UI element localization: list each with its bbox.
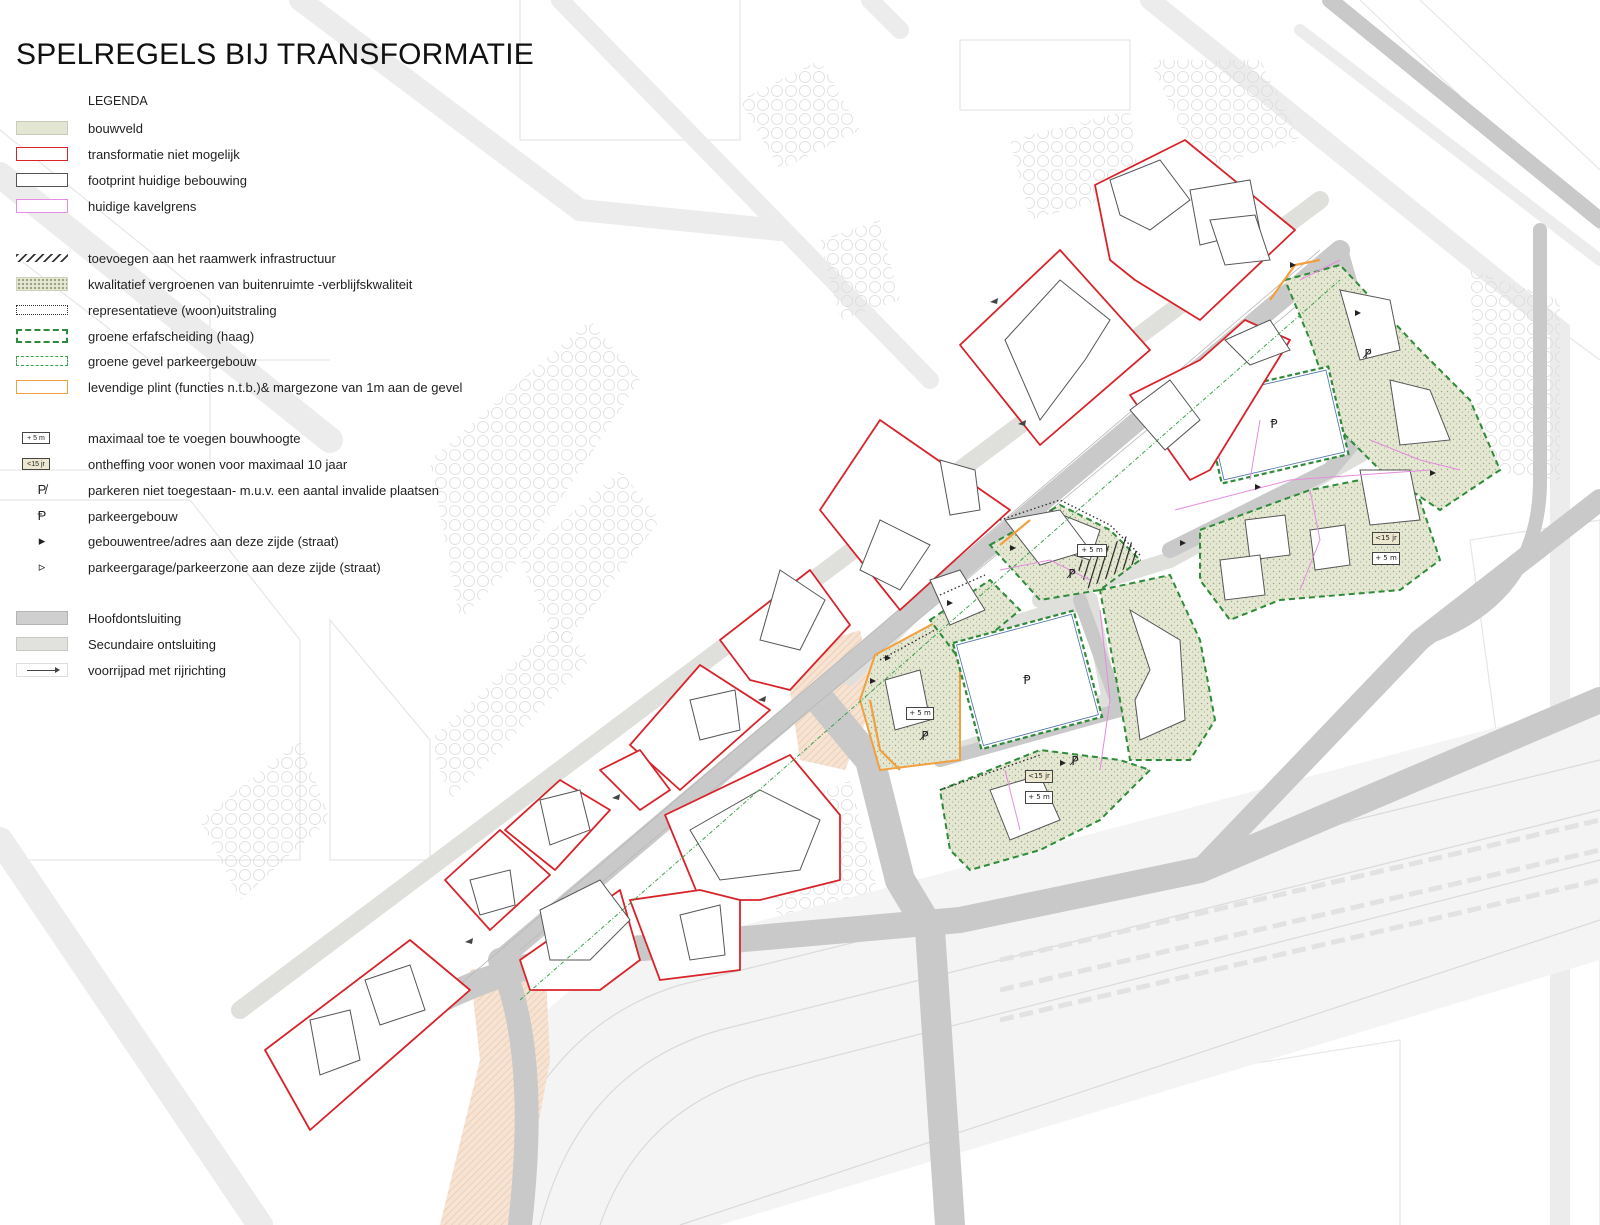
legend-symbol <box>16 305 68 315</box>
legend-label: Hoofdontsluiting <box>88 611 182 626</box>
legend-symbol <box>16 173 68 187</box>
legend-label: parkeergebouw <box>88 509 178 524</box>
legend-label: toevoegen aan het raamwerk infrastructuur <box>88 251 336 266</box>
legend-label: groene gevel parkeergebouw <box>88 354 257 369</box>
legend-label: kwalitatief vergroenen van buitenruimte -verblijfskwaliteit <box>88 277 413 292</box>
svg-text:P̸: P̸ <box>1071 754 1079 768</box>
legend-item <box>16 302 496 320</box>
legend-symbol-icon: P̸ <box>37 482 47 497</box>
legend-item <box>16 198 496 216</box>
legend-item <box>16 276 496 294</box>
legend-item <box>16 146 496 164</box>
legend-symbol <box>16 611 68 625</box>
height-badge-2: + 5 m <box>1372 552 1400 565</box>
legend-heading: LEGENDA <box>88 94 148 108</box>
legend-symbol <box>16 121 68 135</box>
legend-item <box>16 662 496 680</box>
legend-item <box>16 559 496 577</box>
height-badge-3: + 5 m <box>906 707 934 720</box>
legend-label: huidige kavelgrens <box>88 199 197 214</box>
legend-label: levendige plint (functies n.t.b.)& margezone van 1m aan de gevel <box>88 380 463 395</box>
legend-item <box>16 482 496 500</box>
page-title: SPELREGELS BIJ TRANSFORMATIE <box>16 38 534 71</box>
legend-item <box>16 456 496 474</box>
legend-symbol-icon: ▹ <box>38 559 46 574</box>
svg-text:P̸: P̸ <box>1068 567 1076 581</box>
legend-item <box>16 379 496 397</box>
legend-label: voorrijpad met rijrichting <box>88 663 226 678</box>
svg-text:P̸: P̸ <box>921 729 929 743</box>
legend-item <box>16 508 496 526</box>
legend-symbol: + 5 m <box>22 432 50 444</box>
legend-item <box>16 430 496 448</box>
legend-symbol-icon: Ᵽ <box>37 508 47 523</box>
legend-label: footprint huidige bebouwing <box>88 173 248 188</box>
legend-symbol: <15 jr <box>22 458 50 470</box>
legend-label: representatieve (woon)uitstraling <box>88 303 277 318</box>
legend-label: parkeren niet toegestaan- m.u.v. een aantal invalide plaatsen <box>88 483 439 498</box>
legend-label: gebouwentree/adres aan deze zijde (straat) <box>88 534 339 549</box>
legend-symbol <box>16 637 68 651</box>
legend-label: maximaal toe te voegen bouwhoogte <box>88 431 301 446</box>
legend-symbol <box>16 329 68 343</box>
legend-item <box>16 250 496 268</box>
exemption-badge-1: <15 jr <box>1372 532 1400 545</box>
height-badge-1: + 5 m <box>1077 544 1107 557</box>
legend-label: transformatie niet mogelijk <box>88 147 240 162</box>
legend-item <box>16 120 496 138</box>
legend-label: Secundaire ontsluiting <box>88 637 216 652</box>
legend-item <box>16 533 496 551</box>
legend-item <box>16 328 496 346</box>
legend-item <box>16 610 496 628</box>
legend-symbol <box>16 277 68 291</box>
legend-symbol <box>16 254 68 262</box>
svg-text:Ᵽ: Ᵽ <box>1270 417 1278 431</box>
legend-label: parkeergarage/parkeerzone aan deze zijde (straat) <box>88 560 381 575</box>
legend-item <box>16 636 496 654</box>
legend-symbol-icon: ▸ <box>38 533 46 548</box>
legend-symbol <box>16 147 68 161</box>
legend-item <box>16 172 496 190</box>
legend-symbol <box>16 199 68 213</box>
legend-label: bouwveld <box>88 121 143 136</box>
legend-label: ontheffing voor wonen voor maximaal 10 jaar <box>88 457 348 472</box>
legend-label: groene erfafscheiding (haag) <box>88 329 255 344</box>
svg-text:Ᵽ: Ᵽ <box>1023 673 1031 687</box>
svg-text:P̸: P̸ <box>1364 347 1372 361</box>
legend-item <box>16 353 496 371</box>
height-badge-4: + 5 m <box>1025 791 1053 804</box>
legend-symbol <box>16 356 68 366</box>
exemption-badge-2: <15 jr <box>1025 770 1053 783</box>
legend-symbol <box>16 380 68 394</box>
legend-symbol <box>16 663 68 677</box>
